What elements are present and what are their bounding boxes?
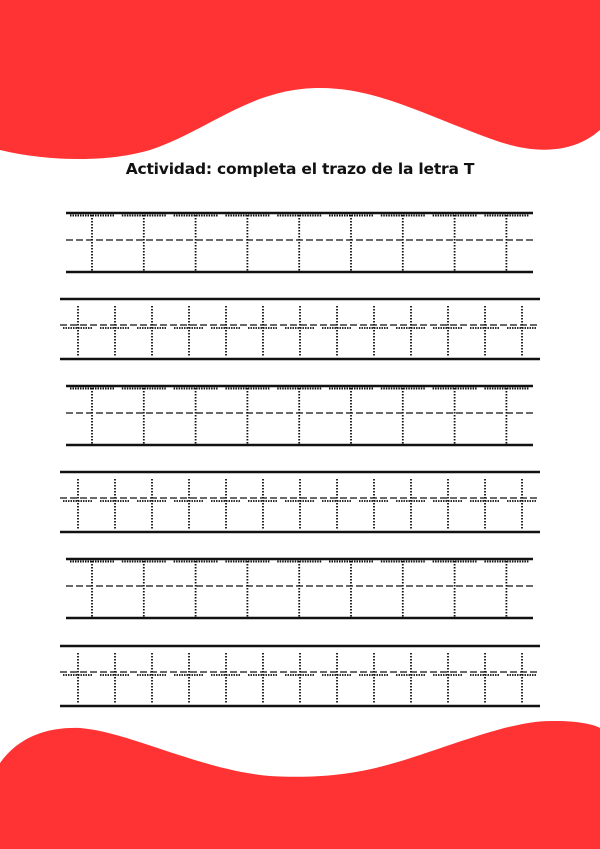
dotted-letter-t <box>507 306 537 357</box>
dotted-letter-t <box>433 653 463 704</box>
dotted-letter-t <box>322 653 352 704</box>
dotted-letter-t <box>277 215 321 271</box>
dotted-letter-t <box>174 653 204 704</box>
dotted-letter-t <box>70 388 114 444</box>
dotted-letter-t <box>211 306 241 357</box>
dotted-letter-t <box>137 306 167 357</box>
top-red-wave <box>0 0 600 159</box>
dotted-letter-t <box>277 561 321 617</box>
dotted-letter-t <box>484 388 528 444</box>
dotted-letter-t <box>359 306 389 357</box>
dotted-letter-t <box>381 215 425 271</box>
dotted-letter-t <box>322 479 352 530</box>
dotted-letter-t <box>484 215 528 271</box>
dotted-letter-t <box>433 306 463 357</box>
dotted-letter-t <box>396 306 426 357</box>
bottom-red-wave <box>0 721 600 849</box>
dotted-letter-t <box>470 479 500 530</box>
dotted-letter-t <box>174 561 218 617</box>
dotted-letter-t <box>174 215 218 271</box>
dotted-letter-t <box>359 653 389 704</box>
dotted-letter-t <box>329 215 373 271</box>
dotted-letter-t <box>285 306 315 357</box>
dotted-letter-t <box>329 561 373 617</box>
dotted-letter-t <box>381 388 425 444</box>
dotted-letter-t <box>100 479 130 530</box>
dotted-letter-t <box>70 215 114 271</box>
dotted-letter-t <box>225 388 269 444</box>
tracing-row-3 <box>66 386 533 445</box>
tracing-row-5 <box>66 559 533 618</box>
dotted-letter-t <box>174 479 204 530</box>
dotted-letter-t <box>396 479 426 530</box>
dotted-letter-t <box>70 561 114 617</box>
dotted-letter-t <box>248 653 278 704</box>
dotted-letter-t <box>507 653 537 704</box>
dotted-letter-t <box>433 561 477 617</box>
dotted-letter-t <box>433 479 463 530</box>
dotted-letter-t <box>484 561 528 617</box>
dotted-letter-t <box>248 479 278 530</box>
dotted-letter-t <box>277 388 321 444</box>
dotted-letter-t <box>507 479 537 530</box>
tracing-row-4 <box>60 472 540 532</box>
dotted-letter-t <box>322 306 352 357</box>
dotted-letter-t <box>174 388 218 444</box>
dotted-letter-t <box>211 653 241 704</box>
dotted-letter-t <box>63 653 93 704</box>
dotted-letter-t <box>100 653 130 704</box>
dotted-letter-t <box>329 388 373 444</box>
dotted-letter-t <box>470 653 500 704</box>
dotted-letter-t <box>137 653 167 704</box>
dotted-letter-t <box>174 306 204 357</box>
dotted-letter-t <box>225 561 269 617</box>
tracing-row-6 <box>60 646 540 706</box>
dotted-letter-t <box>211 479 241 530</box>
dotted-letter-t <box>137 479 167 530</box>
tracing-row-2 <box>60 299 540 359</box>
dotted-letter-t <box>285 653 315 704</box>
dotted-letter-t <box>248 306 278 357</box>
dotted-letter-t <box>63 479 93 530</box>
dotted-letter-t <box>381 561 425 617</box>
dotted-letter-t <box>100 306 130 357</box>
dotted-letter-t <box>122 215 166 271</box>
dotted-letter-t <box>225 215 269 271</box>
dotted-letter-t <box>433 388 477 444</box>
dotted-letter-t <box>396 653 426 704</box>
page-title: Actividad: completa el trazo de la letra T <box>125 160 475 178</box>
dotted-letter-t <box>359 479 389 530</box>
dotted-letter-t <box>122 561 166 617</box>
dotted-letter-t <box>433 215 477 271</box>
dotted-letter-t <box>122 388 166 444</box>
dotted-letter-t <box>63 306 93 357</box>
dotted-letter-t <box>470 306 500 357</box>
tracing-row-1 <box>66 213 533 272</box>
dotted-letter-t <box>285 479 315 530</box>
